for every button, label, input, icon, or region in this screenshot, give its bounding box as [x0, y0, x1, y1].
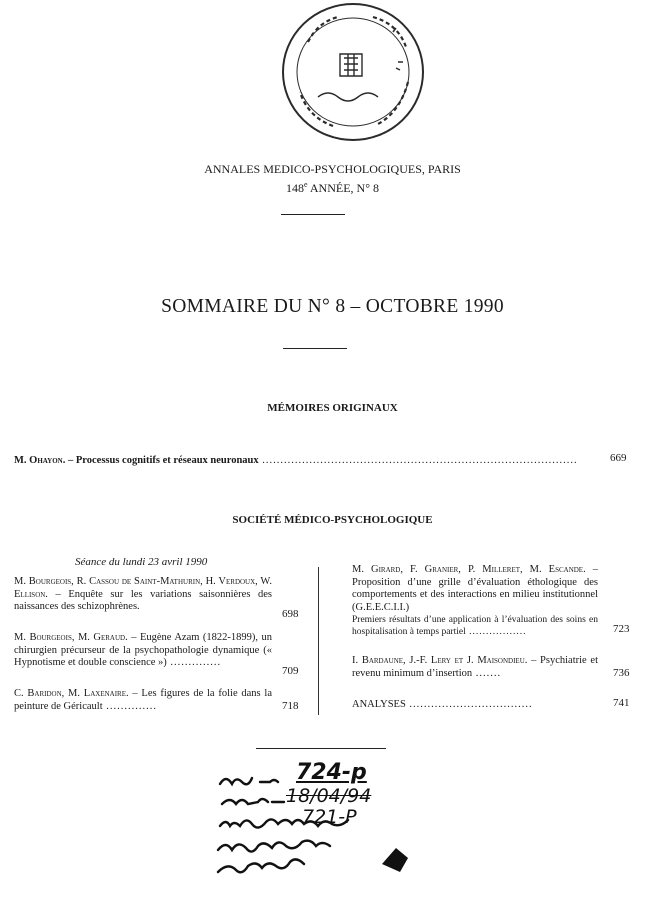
entry-page: 669: [610, 452, 627, 464]
divider: [283, 348, 347, 349]
list-item: [14, 576, 272, 614]
entry-author: ANALYSES: [352, 699, 406, 710]
seance-date: Séance du lundi 23 avril 1990: [75, 556, 208, 568]
year-issue-sup: e: [303, 180, 308, 189]
year-issue-suffix: ANNÉE, N° 8: [307, 181, 380, 195]
entry-text: – Enquête sur les variations saisonnières des naissances des schizophrènes.: [14, 588, 272, 612]
entry-author: M. Girard, F. Granier, P. Milleret, M. Escande.: [352, 564, 586, 575]
list-item: [352, 699, 602, 712]
list-item: [352, 655, 598, 680]
page-title: SOMMAIRE DU N° 8 – OCTOBRE 1990: [161, 296, 504, 317]
entry-page: 736: [613, 667, 630, 679]
year-issue: [0, 180, 665, 196]
leader-dots: .......................................................................................: [258, 455, 578, 466]
entry-page: 718: [282, 700, 299, 712]
entry-subtext: [352, 615, 598, 638]
list-item: [352, 564, 598, 638]
entry-text: – Eugène Azam (1822-1899), un chirurgien précurseur de la psychopathologie dynamique (« Hypnotisme et double conscience »): [14, 632, 272, 668]
year-issue-prefix: 148: [285, 181, 304, 195]
divider: [256, 748, 386, 749]
leader-dots: .................: [465, 626, 527, 637]
entry-author: M. Bourgeois, R. Cassou de Saint-Mathurin, H. Verdoux, W. Ellison.: [14, 576, 272, 600]
list-item: [14, 688, 272, 713]
entry-page: 723: [613, 623, 630, 635]
handwritten-annotation: [212, 760, 422, 880]
entry-author: M. Ohayon.: [14, 455, 66, 466]
entry-author: M. Bourgeois, M. Geraud.: [14, 632, 128, 643]
entry-subtext-label: Premiers résultats d’une application à l’évaluation des soins en hospitalisation à temps partiel: [352, 615, 598, 637]
entry-text: – Processus cognitifs et réseaux neuronaux: [65, 455, 259, 466]
column-divider: [318, 567, 319, 715]
leader-dots: ..............: [102, 700, 157, 712]
list-item: [14, 632, 272, 670]
leader-dots: ..................................: [405, 699, 533, 710]
section-heading-societe: SOCIÉTÉ MÉDICO-PSYCHOLOGIQUE: [232, 514, 433, 526]
handwritten-line-2: 18/04/94: [286, 785, 372, 807]
entry-text: – Les figures de la folie dans la peinture de Géricault: [14, 688, 273, 712]
entry-text: – Psychiatrie et revenu minimum d’insertion: [352, 655, 598, 679]
entry-author: C. Baridon, M. Laxenaire.: [14, 688, 129, 699]
handwritten-line-3: 721-P: [302, 806, 357, 828]
memoires-entry: [14, 455, 589, 466]
divider: [281, 214, 345, 215]
leader-dots: .......: [472, 667, 502, 679]
entry-page: 698: [282, 608, 299, 620]
section-heading-memoires: MÉMOIRES ORIGINAUX: [267, 402, 398, 414]
entry-author: I. Bardaune, J.-F. Lery et J. Maisondieu.: [352, 655, 528, 666]
entry-text: – Proposition d’une grille d’évaluation éthologique des comportements et des interactions en milieu institutionnel (G.E.E.C.I.I.): [352, 564, 599, 613]
seal-icon: [278, 2, 428, 147]
handwritten-line-1: 724-p: [296, 760, 367, 785]
journal-title: ANNALES MEDICO-PSYCHOLOGIQUES, PARIS: [204, 162, 461, 176]
library-seal-stamp: [278, 2, 428, 147]
entry-page: 741: [613, 697, 630, 709]
entry-page: 709: [282, 665, 299, 677]
leader-dots: ..............: [166, 657, 222, 668]
